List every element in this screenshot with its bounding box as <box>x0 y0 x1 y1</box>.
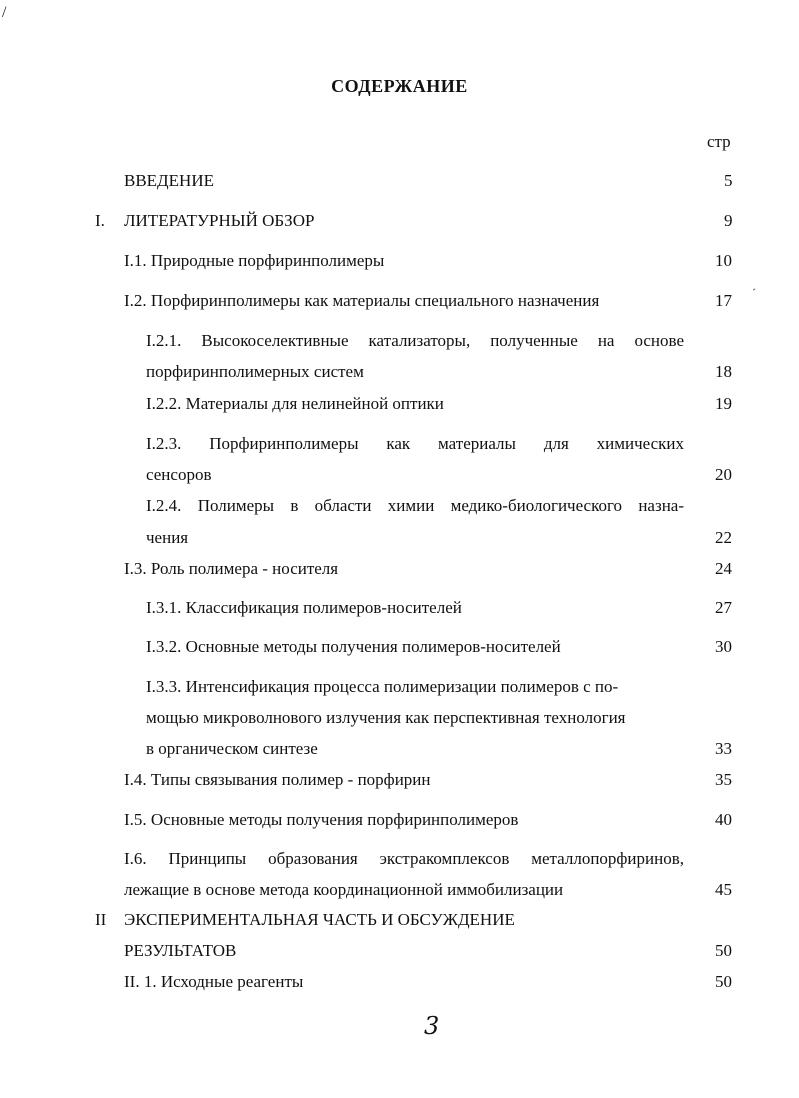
toc-entry-text: I.6. Принципы образования экстракомплексов металлопорфиринов, <box>124 849 684 868</box>
toc-entry-text: ЭКСПЕРИМЕНТАЛЬНАЯ ЧАСТЬ И ОБСУЖДЕНИЕ <box>124 910 515 929</box>
toc-entry-page: 20 <box>715 465 732 484</box>
toc-entry-text: I.3.3. Интенсификация процесса полимеризации полимеров с по- <box>146 677 619 696</box>
page-number: 3 <box>424 1012 440 1040</box>
toc-entry-text: II. 1. Исходные реагенты <box>124 972 304 991</box>
toc-entry-page: 5 <box>724 171 733 190</box>
toc-entry-text-continued: лежащие в основе метода координационной иммобилизации <box>124 880 564 899</box>
toc-entry-text-continued: сенсоров <box>146 465 212 484</box>
toc-entry-page: 17 <box>715 291 732 310</box>
toc-entry-page: 35 <box>715 770 732 789</box>
toc-entry-page: 27 <box>715 598 732 617</box>
toc-entry-text: I.2.1. Высокоселективные катализаторы, полученные на основе <box>146 331 684 350</box>
toc-entry-text-continued: в органическом синтезе <box>146 739 318 758</box>
toc-entry-page: 9 <box>724 211 733 230</box>
toc-entry-text: I.5. Основные методы получения порфиринполимеров <box>124 810 519 829</box>
toc-entry-text-continued: порфиринполимерных систем <box>146 362 364 381</box>
toc-entry-text: I.2.3. Порфиринполимеры как материалы для химических <box>146 434 684 453</box>
toc-entry-text: I.2. Порфиринполимеры как материалы специального назначения <box>124 291 600 310</box>
toc-entry-text-continued: чения <box>146 528 189 547</box>
toc-entry-text: I.3. Роль полимера - носителя <box>124 559 339 578</box>
toc-entry-text-continued: РЕЗУЛЬТАТОВ <box>124 941 237 960</box>
toc-entry-page: 10 <box>715 251 732 270</box>
toc-entry-text: I.3.1. Классификация полимеров-носителей <box>146 598 462 617</box>
toc-entry-text: I.1. Природные порфиринполимеры <box>124 251 385 270</box>
toc-entry-text: I.2.2. Материалы для нелинейной оптики <box>146 394 444 413</box>
toc-entry-page: 50 <box>715 972 732 991</box>
toc-entry-page: 24 <box>715 559 732 578</box>
toc-entry-page: 40 <box>715 810 732 829</box>
page-column-label: стр <box>707 132 731 151</box>
toc-entry-page: 22 <box>715 528 732 547</box>
toc-entry-roman: II <box>95 910 107 929</box>
toc-entry-text-continued: мощью микроволнового излучения как перспективная технология <box>146 708 626 727</box>
toc-entry-page: 33 <box>715 739 732 758</box>
toc-entry-text: I.2.4. Полимеры в области химии медико-биологического назна- <box>146 496 684 515</box>
toc-entry-page: 30 <box>715 637 732 656</box>
toc-entry-page: 18 <box>715 362 732 381</box>
toc-entry-text: I.4. Типы связывания полимер - порфирин <box>124 770 431 789</box>
margin-mark: / <box>2 4 7 21</box>
toc-entry-text: ВВЕДЕНИЕ <box>124 171 214 190</box>
toc-entry-page: 50 <box>715 941 732 960</box>
toc-entry-page: 45 <box>715 880 732 899</box>
toc-entry-text: ЛИТЕРАТУРНЫЙ ОБЗОР <box>124 211 315 230</box>
page-title: СОДЕРЖАНИЕ <box>331 76 468 96</box>
toc-entry-text: I.3.2. Основные методы получения полимеров-носителей <box>146 637 561 656</box>
margin-mark: ´ <box>752 286 756 300</box>
toc-entry-page: 19 <box>715 394 732 413</box>
toc-entry-roman: I. <box>95 211 105 230</box>
